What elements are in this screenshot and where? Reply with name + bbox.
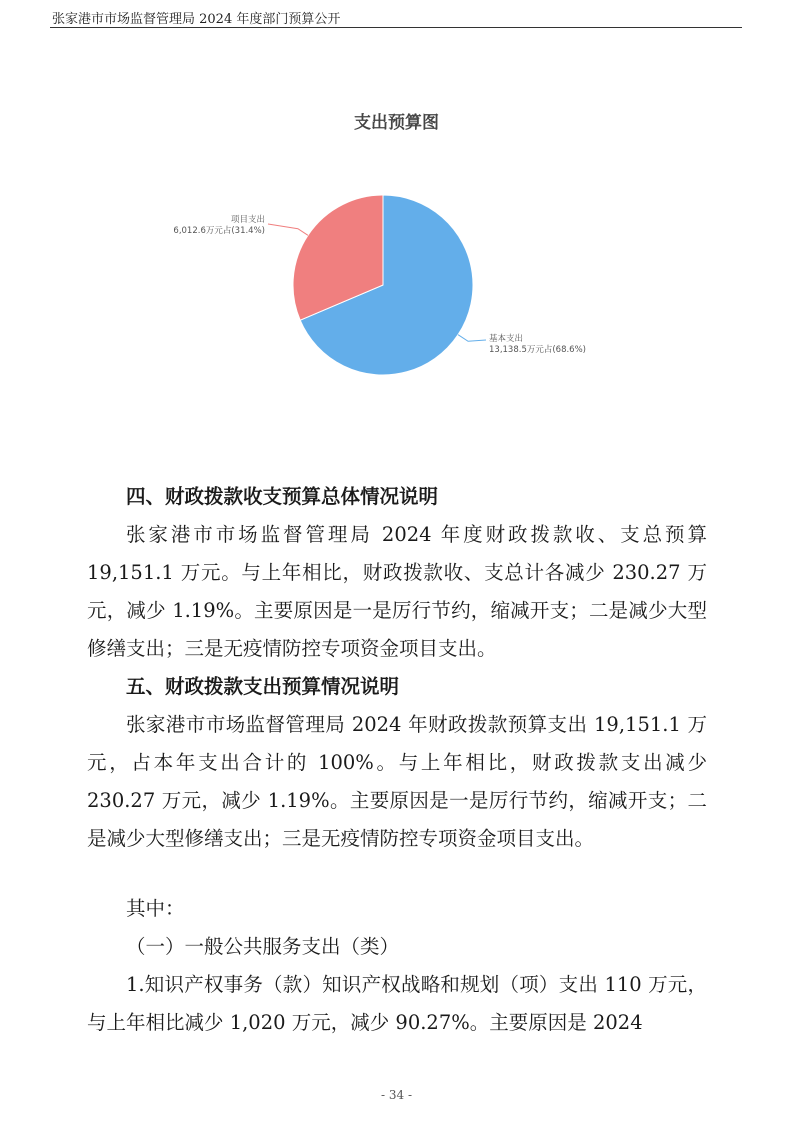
item-1-body: 1.知识产权事务（款）知识产权战略和规划（项）支出 110 万元，与上年相比减少 1,020 万元，减少 90.27%。主要原因是 2024 bbox=[87, 973, 707, 1034]
section-4-heading: 四、财政拨款收支预算总体情况说明 bbox=[126, 485, 439, 508]
leader-line-project bbox=[268, 224, 308, 235]
pie-label-project bbox=[173, 215, 265, 237]
pie-label-basic bbox=[489, 334, 586, 356]
leader-line-basic bbox=[458, 335, 486, 342]
chart-title: 支出预算图 bbox=[354, 113, 439, 133]
pie-label-basic-name: 基本支出 bbox=[489, 334, 524, 344]
expenditure-pie-chart bbox=[0, 0, 793, 420]
section-5-heading: 五、财政拨款支出预算情况说明 bbox=[126, 675, 400, 698]
section-4-body: 张家港市市场监督管理局 2024 年度财政拨款收、支总预算 19,151.1 万元。与上年相比，财政拨款收、支总计各减少 230.27 万元，减少 1.19%。主要原因是一是厉行节约，缩减开支；二是减少大型修缮支出；三是无疫情防控专项资金项目支出。 bbox=[87, 523, 707, 660]
category-heading: （一）一般公共服务支出（类） bbox=[126, 935, 400, 958]
pie-label-project-name: 项目支出 bbox=[230, 215, 265, 225]
pie-svg bbox=[0, 0, 793, 420]
document-header: 张家港市市场监督管理局 2024 年度部门预算公开 bbox=[52, 12, 341, 27]
pie-label-project-value: 6,012.6万元占(31.4%) bbox=[173, 226, 265, 236]
page-number: - 34 - bbox=[380, 1088, 412, 1102]
section-5-body: 张家港市市场监督管理局 2024 年财政拨款预算支出 19,151.1 万元，占本年支出合计的 100%。与上年相比，财政拨款支出减少 230.27 万元，减少 1.19%。主要原因是一是厉行节约，缩减开支；二是减少大型修缮支出；三是无疫情防控专项资金项目支出。 bbox=[87, 713, 707, 850]
among-label: 其中： bbox=[126, 897, 185, 920]
pie-label-basic-value: 13,138.5万元占(68.6%) bbox=[489, 345, 586, 355]
